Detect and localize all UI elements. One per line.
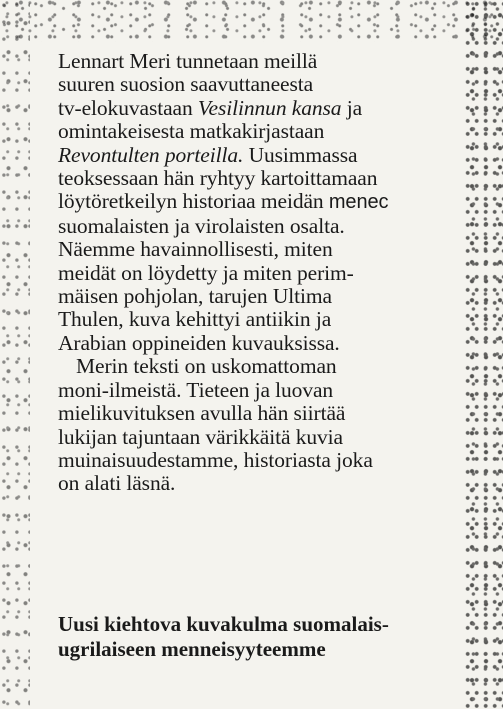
blurb-text-run: moni-ilmeistä. Tieteen ja luovan bbox=[58, 377, 334, 402]
blurb-line bbox=[58, 167, 478, 190]
blurb-text-run: Näemme havainnollisesti, miten bbox=[58, 237, 333, 262]
tagline-line-1: Uusi kiehtova kuvakulma suomalais- bbox=[58, 612, 389, 636]
blurb-line bbox=[58, 144, 478, 167]
blurb-line bbox=[58, 215, 478, 238]
blurb-text-run: ja bbox=[341, 95, 363, 120]
blurb-text-run: on alati läsnä. bbox=[58, 471, 176, 496]
blurb-text-run: Vesilinnun kansa bbox=[197, 95, 342, 120]
blurb-text-run: Lennart Meri tunnetaan meillä bbox=[58, 49, 318, 73]
tagline-line-2: ugrilaiseen menneisyyteemme bbox=[58, 637, 326, 661]
blurb-text-run: mielikuvituksen avulla hän siirtää bbox=[58, 401, 346, 426]
blurb-text-run: Revontulten porteilla. bbox=[58, 142, 244, 167]
tagline bbox=[58, 612, 478, 662]
blurb-text-run: tv-elokuvastaan bbox=[58, 95, 198, 120]
speckled-left-edge bbox=[0, 0, 30, 709]
blurb-line bbox=[58, 426, 478, 449]
blurb-line bbox=[58, 308, 478, 331]
blurb-line bbox=[58, 449, 478, 472]
blurb-text-run: Arabian oppineiden kuvauksissa. bbox=[58, 330, 340, 355]
blurb-line bbox=[58, 190, 478, 214]
blurb-line bbox=[58, 472, 478, 495]
blurb-text-run: suomalaisten ja virolaisten osalta. bbox=[58, 213, 345, 238]
blurb-line bbox=[58, 73, 478, 96]
blurb-text-run: suuren suosion saavuttaneesta bbox=[58, 72, 314, 97]
blurb-line bbox=[58, 97, 478, 120]
blurb-line bbox=[58, 402, 478, 425]
blurb-line bbox=[58, 50, 478, 73]
blurb-line bbox=[58, 355, 478, 378]
blurb-line bbox=[58, 332, 478, 355]
blurb-text bbox=[58, 50, 478, 496]
blurb-text-run: löytöretkeilyn historiaa meidän bbox=[58, 189, 329, 214]
blurb-text-run: Thulen, kuva kehittyi antiikin ja bbox=[58, 307, 332, 332]
blurb-text-run: Merin teksti on uskomattoman bbox=[76, 354, 337, 379]
blurb-line bbox=[58, 238, 478, 261]
blurb-line bbox=[58, 120, 478, 143]
blurb-text-run: muinaisuudestamme, historiasta joka bbox=[58, 447, 373, 472]
blurb-line bbox=[58, 262, 478, 285]
blurb-text-run: teoksessaan hän ryhtyy kartoittamaan bbox=[58, 166, 378, 191]
blurb-line bbox=[58, 379, 478, 402]
blurb-text-run: menec bbox=[328, 191, 389, 214]
blurb-text-run: meidät on löydetty ja miten perim- bbox=[58, 260, 354, 285]
speckled-top-edge bbox=[0, 0, 503, 42]
blurb-text-run: lukijan tajuntaan värikkäitä kuvia bbox=[58, 424, 343, 449]
blurb-text-run: mäisen pohjolan, tarujen Ultima bbox=[58, 284, 332, 309]
blurb-text-run: omintakeisesta matkakirjastaan bbox=[58, 119, 325, 144]
blurb-text-run: Uusimmassa bbox=[243, 142, 358, 167]
blurb-line bbox=[58, 285, 478, 308]
